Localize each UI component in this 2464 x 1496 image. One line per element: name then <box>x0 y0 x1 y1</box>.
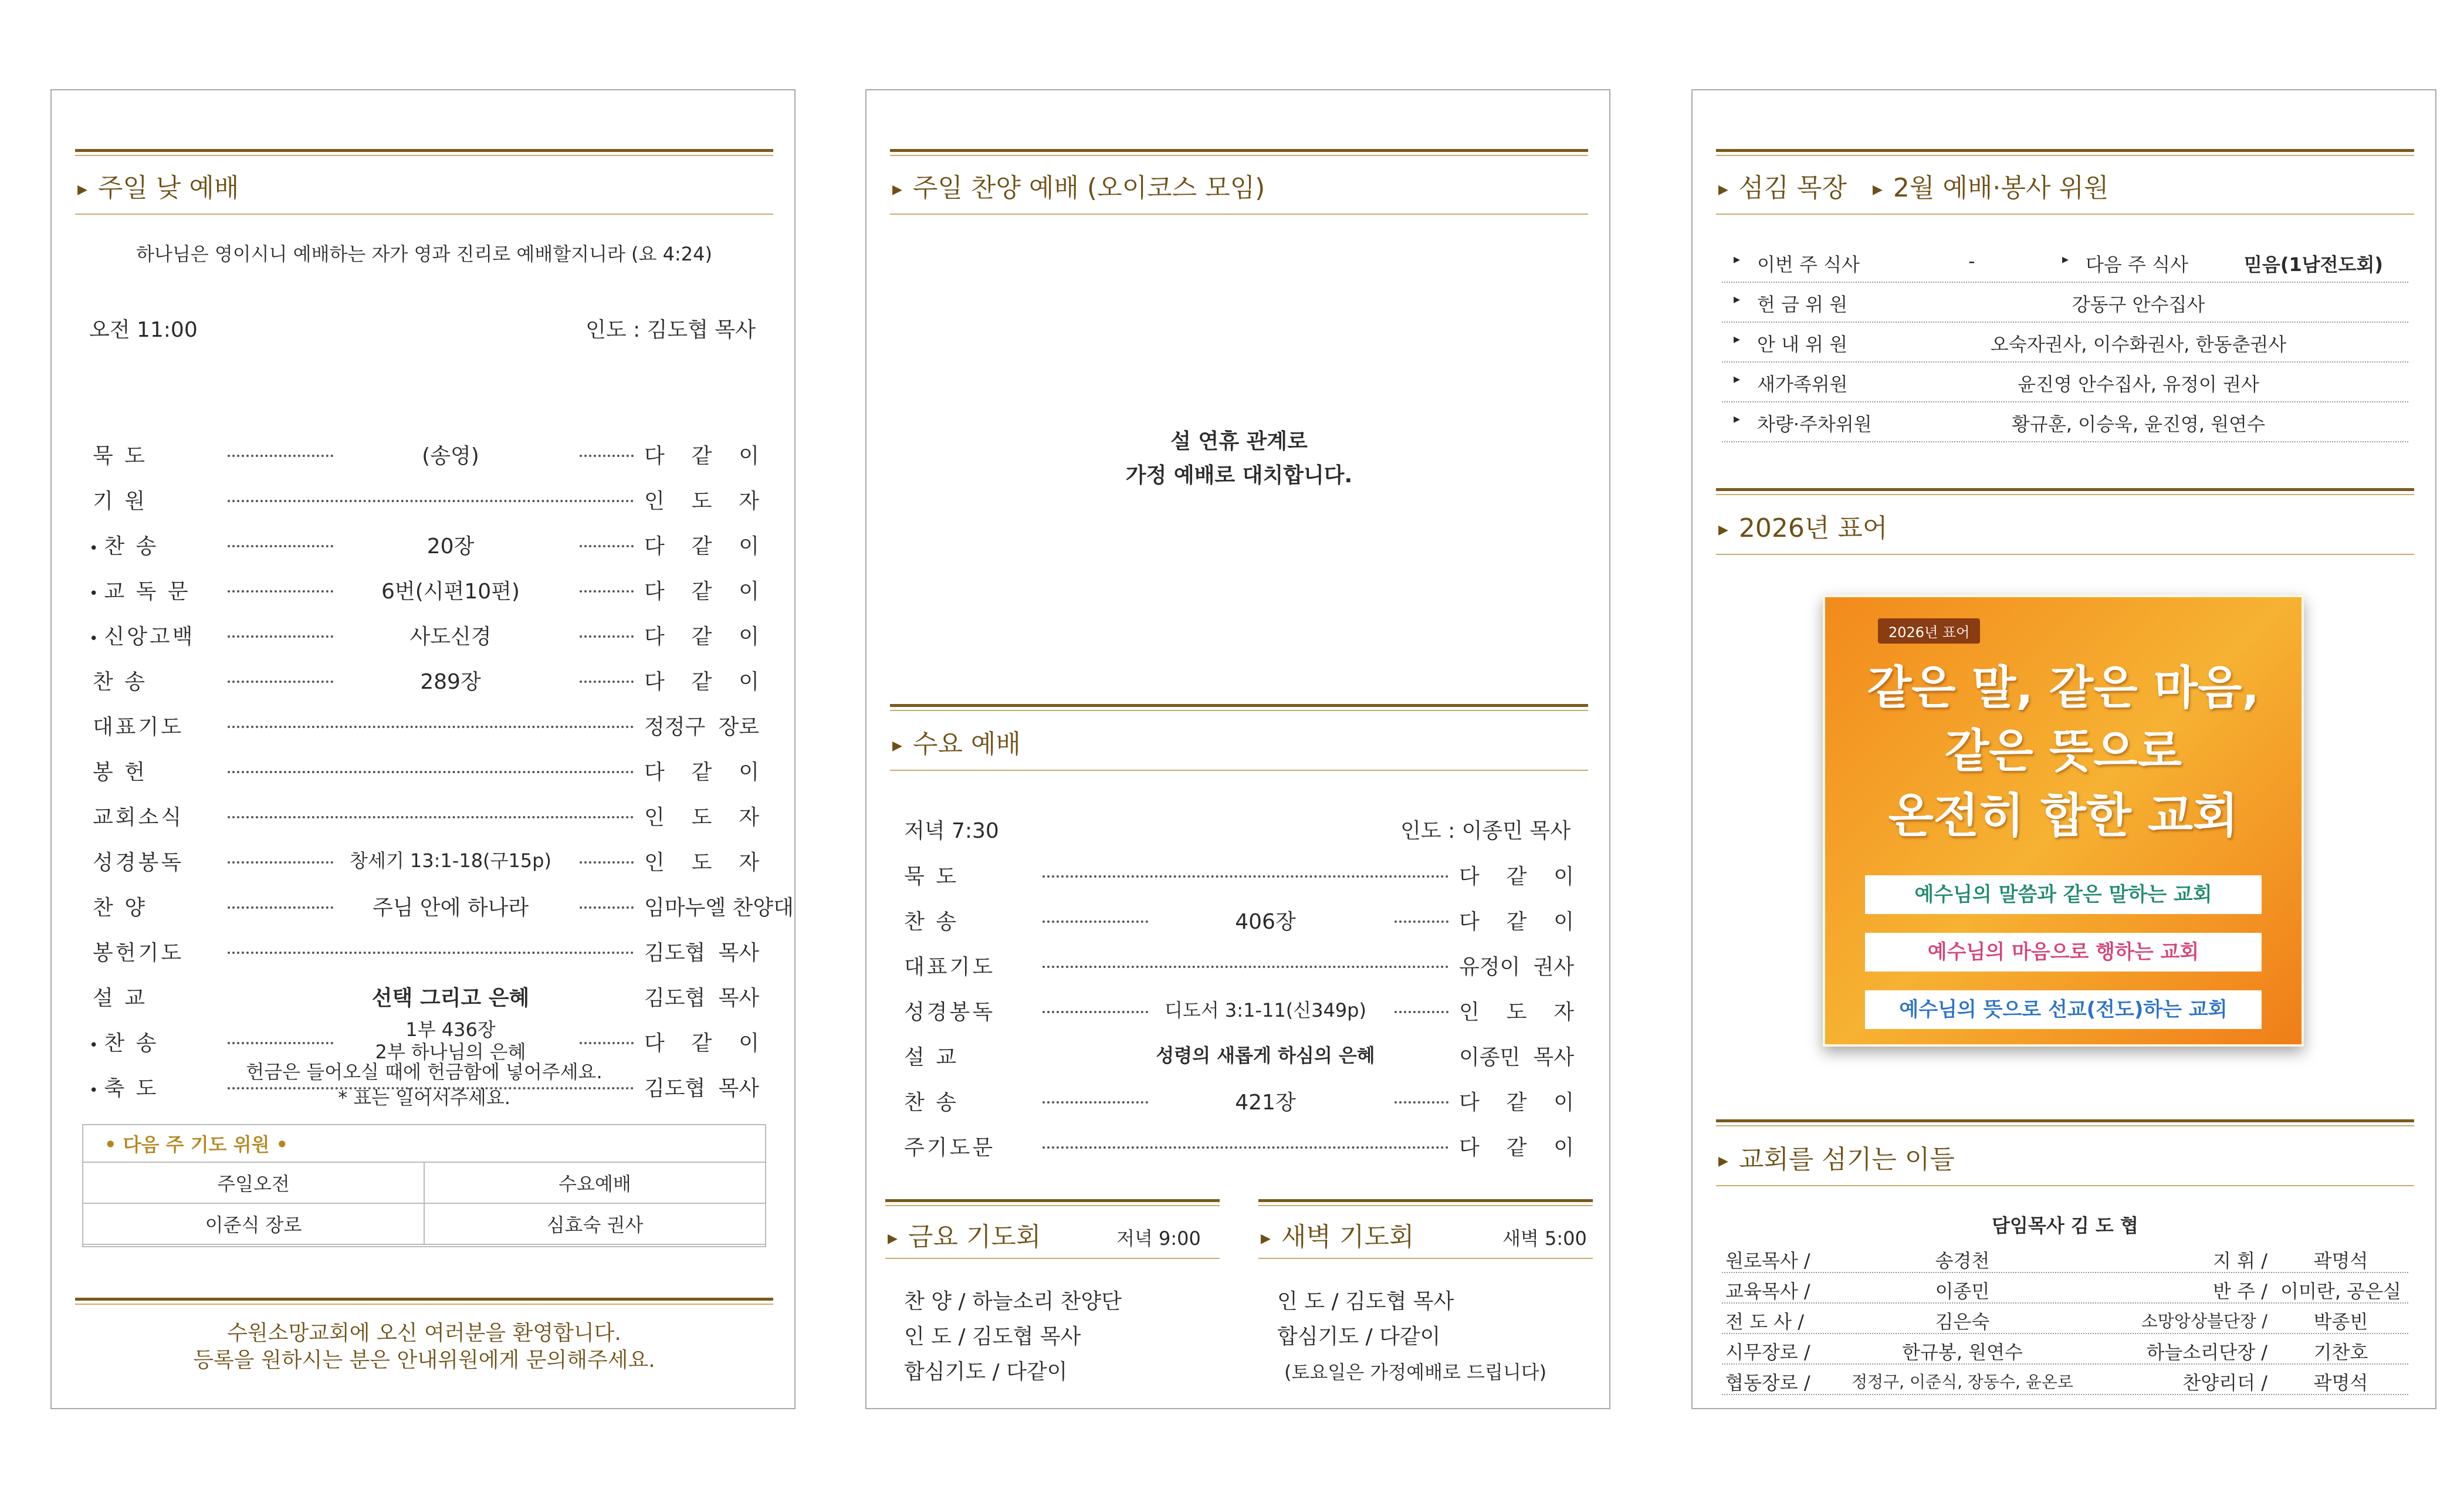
panel-church-info <box>1691 89 2436 1409</box>
committee-value: 황규훈, 이승욱, 윤진영, 원연수 <box>2012 413 2265 435</box>
section-rule <box>1716 1119 2414 1126</box>
panel-sunday-worship <box>50 89 796 1409</box>
committee-row <box>1722 363 2408 402</box>
order-person: 다 같 이 <box>644 444 759 468</box>
order-label <box>904 1131 995 1161</box>
committee-value-2: 믿음(1남전도회) <box>2244 253 2383 276</box>
server-row <box>1722 1272 2408 1304</box>
order-detail: 디도서 3:1-11(신349p) <box>1165 999 1366 1021</box>
friday-underline <box>885 1258 1220 1259</box>
leader-dots <box>580 1042 634 1044</box>
server-name-2: 기찬호 <box>2313 1341 2368 1363</box>
bullet-icon: ▸ <box>1734 412 1741 427</box>
dawn-time: 새벽 5:00 <box>1502 1227 1587 1250</box>
dawn-rule <box>1258 1199 1593 1206</box>
order-row <box>52 530 794 565</box>
server-name: 송경천 <box>1935 1250 1990 1272</box>
bullet-icon: ▸ <box>1734 292 1741 307</box>
server-name: 한규봉, 원연수 <box>1902 1341 2023 1363</box>
order-label-text: 찬 양 <box>93 896 147 920</box>
leader-dots <box>580 861 634 864</box>
order-person: 다 같 이 <box>644 534 759 559</box>
leader-dots <box>228 635 333 638</box>
bullet-icon: ▸ <box>1734 252 1741 267</box>
order-label <box>904 950 995 980</box>
dawn-title: ▶ 새벽 기도회 <box>1261 1222 1414 1252</box>
leader-dots <box>580 681 634 683</box>
standing-mark: • <box>89 1082 101 1099</box>
triangle-icon: ▶ <box>888 1231 898 1246</box>
order-label-text: 설 교 <box>904 1045 959 1069</box>
wednesday-leader: 인도 : 이종민 목사 <box>1400 819 1571 843</box>
leader-dots <box>228 726 634 728</box>
server-name-2: 곽명석 <box>2313 1372 2368 1394</box>
order-person: 다 같 이 <box>644 580 759 604</box>
panel-praise-worship <box>865 89 1610 1409</box>
order-row <box>867 1131 1609 1166</box>
order-label-text: 찬 송 <box>904 910 959 934</box>
order-label-text: 찬 송 <box>104 1031 159 1055</box>
welcome-line-2: 등록을 원하시는 분은 안내위원에게 문의해주세요. <box>193 1348 655 1372</box>
section-rule <box>890 704 1588 711</box>
leader-dots <box>1043 920 1148 923</box>
bullet-icon: ▸ <box>2062 252 2069 267</box>
section-title: ▶ 주일 낮 예배 <box>77 173 239 203</box>
triangle-icon: ▶ <box>892 738 902 753</box>
order-detail: 6번(시편10편) <box>381 580 520 604</box>
standing-mark: • <box>89 540 101 557</box>
prayer-committee-title: • 다음 주 기도 위원 • <box>104 1133 288 1156</box>
prayer-name-sunday: 이준식 장로 <box>83 1203 424 1244</box>
server-row <box>1722 1363 2408 1395</box>
server-role: 교육목사 / <box>1725 1280 1810 1302</box>
order-row <box>867 1041 1609 1076</box>
order-label <box>89 756 147 786</box>
dawn-underline <box>1258 1258 1593 1259</box>
order-detail: (송영) <box>422 444 479 468</box>
server-row <box>1722 1241 2408 1273</box>
leader-dots <box>580 906 634 909</box>
order-label-text: 묵 도 <box>93 444 147 468</box>
committee-role: 헌 금 위 원 <box>1757 293 1848 316</box>
order-person: 다 같 이 <box>1459 1136 1574 1160</box>
server-name: 정정구, 이준식, 장동수, 윤온로 <box>1852 1372 2073 1392</box>
section-rule <box>1716 149 2414 156</box>
triangle-icon: ▶ <box>892 182 902 197</box>
prayer-committee-box <box>82 1124 766 1247</box>
leader-dots <box>580 590 634 593</box>
leader-dots <box>228 952 634 954</box>
order-detail: 421장 <box>1235 1091 1296 1115</box>
order-label-text: 주기도문 <box>904 1136 996 1160</box>
leader-dots <box>228 906 333 909</box>
committee-value: 강동구 안수집사 <box>2072 293 2205 316</box>
order-row <box>52 891 794 926</box>
triangle-icon: ▶ <box>1261 1231 1271 1246</box>
server-name: 이종민 <box>1935 1280 1990 1302</box>
order-row <box>52 710 794 746</box>
order-row <box>52 439 794 475</box>
server-row <box>1722 1302 2408 1334</box>
order-row <box>52 936 794 972</box>
prayer-header-sunday: 주일오전 <box>83 1162 424 1203</box>
server-role-2: 하늘소리단장 / <box>2146 1341 2267 1363</box>
section-underline <box>75 214 773 215</box>
motto-line-2: 같은 뜻으로 <box>1945 725 2182 778</box>
triangle-icon: ▶ <box>1718 182 1728 197</box>
order-label-text: 찬 송 <box>93 670 147 694</box>
motto-item-3: 예수님의 뜻으로 선교(전도)하는 교회 <box>1865 990 2262 1029</box>
bullet-icon: ▸ <box>1734 372 1741 387</box>
order-row <box>52 1018 794 1063</box>
prayer-name-wednesday: 심효숙 권사 <box>424 1203 766 1244</box>
order-label <box>904 860 959 890</box>
order-row <box>867 996 1609 1031</box>
order-detail <box>333 1018 568 1063</box>
order-person: 김도협 목사 <box>644 986 759 1010</box>
server-role-2: 반 주 / <box>2213 1280 2267 1302</box>
prayer-committee-table <box>82 1162 766 1245</box>
order-label <box>904 1041 959 1071</box>
standing-mark: • <box>89 630 101 648</box>
footer-rule <box>75 1298 773 1305</box>
bible-verse: 하나님은 영이시니 예배하는 자가 영과 진리로 예배할지니라 (요 4:24) <box>136 243 712 265</box>
wednesday-time: 저녁 7:30 <box>904 819 999 843</box>
order-row <box>52 981 794 1017</box>
order-person: 다 같 이 <box>1459 1091 1574 1115</box>
order-label <box>89 439 147 469</box>
bullet-icon: ▸ <box>1734 332 1741 347</box>
order-label <box>89 936 184 966</box>
order-label <box>89 891 147 921</box>
server-role-2: 찬양리더 / <box>2182 1372 2267 1394</box>
order-row <box>52 846 794 881</box>
standing-mark: • <box>89 1037 101 1054</box>
order-label <box>89 530 158 560</box>
order-row <box>867 950 1609 986</box>
leader-dots <box>1395 1011 1448 1013</box>
order-person: 다 같 이 <box>644 625 759 649</box>
order-label <box>89 575 191 605</box>
notice-line-1: 설 연휴 관계로 <box>1170 429 1308 453</box>
order-label <box>904 1086 959 1116</box>
committee-value: 윤진영 안수집사, 유정이 권사 <box>2018 373 2259 395</box>
committee-role: 이번 주 식사 <box>1757 253 1860 276</box>
order-detail: 20장 <box>427 534 475 559</box>
leader-dots <box>228 590 333 593</box>
section-title: ▶ 주일 찬양 예배 (오이코스 모임) <box>892 173 1265 203</box>
committee-role: 차량·주차위원 <box>1757 413 1872 435</box>
triangle-icon: ▶ <box>1718 1153 1728 1169</box>
order-label-text: 신앙고백 <box>104 625 195 649</box>
triangle-icon: ▶ <box>1718 522 1728 537</box>
order-detail: 사도신경 <box>409 625 492 649</box>
order-label-text: 성경봉독 <box>93 851 184 875</box>
order-label <box>89 801 184 831</box>
committee-role: 안 내 위 원 <box>1757 333 1848 356</box>
order-label-text: 축 도 <box>104 1077 159 1101</box>
servers-title: ▶ 교회를 섬기는 이들 <box>1718 1145 1955 1175</box>
service-time: 오전 11:00 <box>89 318 198 342</box>
dawn-line-1: 인 도 / 김도협 목사 <box>1277 1289 1454 1314</box>
section-rule <box>1716 488 2414 495</box>
friday-time: 저녁 9:00 <box>1116 1227 1201 1250</box>
offering-note: 헌금은 들어오실 때에 헌금함에 넣어주세요. <box>246 1061 603 1083</box>
leader-dots <box>580 635 634 638</box>
motto-line-3: 온전히 합한 교회 <box>1888 788 2239 843</box>
section-title: ▶ 섬김 목장 ▶ 2월 예배·봉사 위원 <box>1718 173 2109 203</box>
order-row <box>867 905 1609 940</box>
order-person: 김도협 목사 <box>644 941 759 965</box>
order-label <box>89 620 195 650</box>
order-label <box>89 981 147 1011</box>
order-row <box>867 1086 1609 1121</box>
leader-dots <box>228 861 333 864</box>
committee-value: 오숙자권사, 이수화권사, 한동춘권사 <box>1990 333 2287 356</box>
order-row <box>52 620 794 655</box>
order-label-text: 묵 도 <box>904 865 959 889</box>
order-label-text: 성경봉독 <box>904 1000 996 1024</box>
head-pastor: 담임목사 김 도 협 <box>1992 1214 2138 1237</box>
order-person: 다 같 이 <box>644 670 759 694</box>
section-underline <box>890 770 1588 771</box>
notice-line-2: 가정 예배로 대치합니다. <box>1125 463 1353 488</box>
leader-dots <box>228 455 333 457</box>
order-detail: 406장 <box>1235 910 1296 934</box>
section-underline <box>1716 1185 2414 1186</box>
order-label-text: 교 독 문 <box>104 580 191 604</box>
leader-dots <box>228 545 333 547</box>
order-label-text: 대표기도 <box>93 715 184 739</box>
motto-badge: 2026년 표어 <box>1878 618 1980 644</box>
leader-dots <box>1043 1101 1148 1104</box>
order-label-text: 봉 헌 <box>93 760 147 784</box>
order-label-text: 기 원 <box>93 489 147 513</box>
order-person: 이종민 목사 <box>1459 1045 1574 1069</box>
leader-dots <box>228 681 333 683</box>
order-label-text: 봉헌기도 <box>93 941 184 965</box>
order-row <box>52 575 794 610</box>
order-person: 인 도 자 <box>644 851 759 875</box>
leader-dots <box>228 816 634 818</box>
leader-dots <box>228 500 634 502</box>
order-row <box>52 756 794 791</box>
order-label <box>89 1027 158 1057</box>
welcome-line-1: 수원소망교회에 오신 여러분을 환영합니다. <box>227 1321 621 1345</box>
order-person: 유정이 권사 <box>1459 955 1574 979</box>
order-row <box>867 860 1609 895</box>
friday-line-2: 인 도 / 김도협 목사 <box>904 1325 1081 1349</box>
leader-dots <box>1043 1011 1148 1013</box>
order-person: 정정구 장로 <box>644 715 759 739</box>
section-underline <box>1716 554 2414 555</box>
order-person: 다 같 이 <box>1459 865 1574 889</box>
motto-line-1: 같은 말, 같은 마음, <box>1867 662 2260 715</box>
order-person: 임마누엘 찬양대 <box>644 896 794 920</box>
dawn-line-3: (토요일은 가정예배로 드립니다) <box>1284 1361 1547 1383</box>
order-label <box>89 485 147 515</box>
committee-row <box>1722 243 2408 283</box>
server-role: 시무장로 / <box>1725 1341 1810 1363</box>
section-underline <box>890 214 1588 215</box>
server-name: 김은숙 <box>1935 1311 1990 1333</box>
motto-item-2: 예수님의 마음으로 행하는 교회 <box>1865 933 2262 972</box>
section-underline <box>1716 214 2414 215</box>
order-row <box>52 665 794 700</box>
section-rule <box>75 149 773 156</box>
order-label <box>89 846 184 876</box>
order-detail: 주님 안에 하나라 <box>372 896 529 920</box>
friday-rule <box>885 1199 1220 1206</box>
triangle-icon: ▶ <box>1872 182 1883 197</box>
order-person: 김도협 목사 <box>644 1077 759 1101</box>
order-label <box>89 710 184 740</box>
order-label <box>904 905 959 935</box>
order-detail-line: 2부 하나님의 은혜 <box>375 1041 526 1063</box>
order-label-text: 교회소식 <box>93 805 184 830</box>
order-label-text: 찬 송 <box>104 534 159 559</box>
order-row <box>52 485 794 520</box>
committee-role-2: 다음 주 식사 <box>2086 253 2188 276</box>
order-label-text: 찬 송 <box>904 1091 959 1115</box>
committee-row <box>1722 323 2408 363</box>
leader-dots <box>1395 1101 1448 1104</box>
committee-row <box>1722 283 2408 323</box>
order-detail: 성령의 새롭게 하심의 은혜 <box>1156 1044 1375 1067</box>
server-row <box>1722 1333 2408 1365</box>
committee-role: 새가족위원 <box>1757 373 1848 395</box>
committee-row <box>1722 402 2408 442</box>
order-label <box>89 665 147 695</box>
order-detail-line: 1부 436장 <box>405 1018 496 1041</box>
order-person: 다 같 이 <box>644 760 759 784</box>
order-person: 다 같 이 <box>644 1031 759 1055</box>
motto-title: ▶ 2026년 표어 <box>1718 513 1888 543</box>
leader-dots <box>1043 1146 1448 1149</box>
standing-note: * 표는 일어서주세요. <box>338 1087 510 1109</box>
order-detail: 선택 그리고 은혜 <box>371 986 530 1010</box>
server-role-2: 소망앙상블단장 / <box>2141 1311 2267 1331</box>
wednesday-title: ▶ 수요 예배 <box>892 729 1021 759</box>
leader-dots <box>1043 966 1448 968</box>
order-detail: 289장 <box>420 670 481 694</box>
friday-line-1: 찬 양 / 하늘소리 찬양단 <box>904 1289 1122 1314</box>
order-person: 인 도 자 <box>1459 1000 1574 1024</box>
dawn-line-2: 합심기도 / 다같이 <box>1277 1325 1441 1349</box>
triangle-icon: ▶ <box>77 182 87 197</box>
motto-item-1: 예수님의 말씀과 같은 말하는 교회 <box>1865 875 2262 914</box>
section-rule <box>890 149 1588 156</box>
friday-line-3: 합심기도 / 다같이 <box>904 1360 1068 1384</box>
service-leader: 인도 : 김도협 목사 <box>585 318 756 342</box>
standing-mark: • <box>89 585 101 603</box>
order-row <box>52 801 794 836</box>
server-name-2: 박종빈 <box>2313 1311 2368 1333</box>
order-person: 다 같 이 <box>1459 910 1574 934</box>
leader-dots <box>1043 875 1448 878</box>
server-name-2: 곽명석 <box>2313 1250 2368 1272</box>
server-name-2: 이미란, 공은실 <box>2280 1280 2401 1302</box>
motto-poster <box>1823 595 2304 1047</box>
server-role-2: 지 휘 / <box>2213 1250 2267 1272</box>
order-label-text: 설 교 <box>93 986 147 1010</box>
leader-dots <box>580 455 634 457</box>
order-person: 인 도 자 <box>644 489 759 513</box>
friday-title: ▶ 금요 기도회 <box>888 1222 1041 1252</box>
order-label <box>904 996 995 1025</box>
server-role: 협동장로 / <box>1725 1372 1810 1394</box>
order-person: 인 도 자 <box>644 805 759 830</box>
leader-dots <box>228 1042 333 1044</box>
leader-dots <box>1395 920 1448 923</box>
server-role: 원로목사 / <box>1725 1250 1810 1272</box>
prayer-header-wednesday: 수요예배 <box>424 1162 766 1203</box>
server-role: 전 도 사 / <box>1725 1311 1805 1333</box>
committee-value: - <box>1968 250 1975 272</box>
leader-dots <box>580 545 634 547</box>
order-label-text: 대표기도 <box>904 955 996 979</box>
order-detail: 창세기 13:1-18(구15p) <box>350 849 551 872</box>
leader-dots <box>228 771 634 773</box>
